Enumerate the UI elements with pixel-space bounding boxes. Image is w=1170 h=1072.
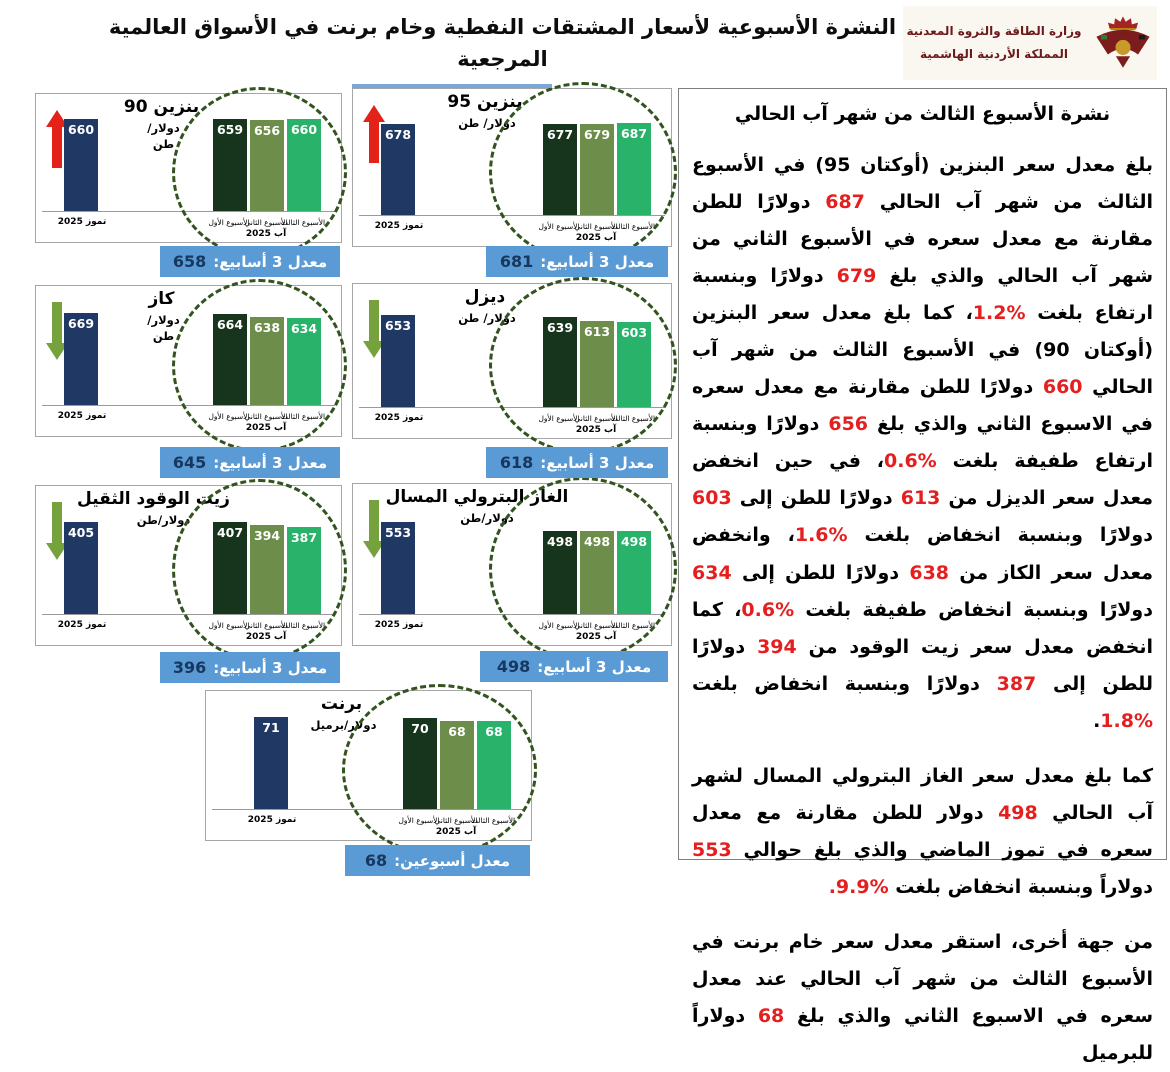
bar-prev-month (381, 315, 415, 407)
bar-value: 394 (253, 528, 281, 543)
bar-prev-month (64, 119, 98, 211)
bar-value: 498 (583, 534, 611, 549)
avg-value: 681 (499, 252, 534, 271)
axis-label-prev: تموز 2025 (374, 620, 424, 630)
axis-baseline (42, 405, 335, 406)
chart-panel-diesel (352, 283, 672, 439)
axis-baseline (212, 809, 525, 810)
bar-week1 (543, 531, 577, 614)
bar-week3 (617, 322, 651, 407)
bar-value: 68 (448, 724, 466, 739)
bar-week3 (287, 119, 321, 211)
bar-week1 (403, 718, 437, 809)
bar-value: 603 (620, 325, 648, 340)
bar-week2 (580, 124, 614, 215)
bar-week2 (440, 721, 474, 809)
axis-label-current-month: آب 2025 (245, 632, 287, 642)
avg-value: 618 (499, 453, 534, 472)
avg-banner-benzin-95 (486, 246, 668, 277)
bar-week3 (287, 318, 321, 405)
bar-value: 68 (485, 724, 503, 739)
axis-label-week2: الأسبوع الثاني (244, 218, 288, 227)
bar-value: 613 (583, 324, 611, 339)
bar-week2 (250, 120, 284, 211)
axis-label-week1: الأسبوع الأول (398, 816, 440, 825)
avg-value: 498 (496, 657, 531, 676)
axis-label-prev: تموز 2025 (374, 413, 424, 423)
panel-title: الغاز البترولي المسال (385, 487, 569, 507)
axis-label-current-month: آب 2025 (575, 425, 617, 435)
bar-value: 656 (253, 123, 281, 138)
ministry-name: وزارة الطاقة والثروة المعدنية (906, 24, 1082, 39)
avg-banner-brent (345, 845, 530, 876)
avg-label: معدل 3 أسابيع: (540, 252, 655, 271)
bulletin-heading: نشرة الأسبوع الثالث من شهر آب الحالي (734, 103, 1111, 125)
avg-label: معدل 3 أسابيع: (213, 658, 328, 677)
bar-value: 407 (216, 525, 244, 540)
axis-label-week1: الأسبوع الأول (538, 222, 580, 231)
ministry-logo (903, 6, 1157, 80)
avg-value: 658 (172, 252, 207, 271)
bar-value: 679 (583, 127, 611, 142)
chart-panel-lpg (352, 483, 672, 646)
bar-value: 660 (67, 122, 95, 137)
axis-label-week3: الأسبوع الثالث (280, 621, 326, 630)
bar-value: 71 (262, 720, 280, 735)
axis-label-week2: الأسبوع الثاني (434, 816, 478, 825)
axis-label-week1: الأسبوع الأول (208, 218, 250, 227)
bar-value: 653 (384, 318, 412, 333)
bar-prev-month (381, 124, 415, 215)
axis-label-prev: تموز 2025 (57, 620, 107, 630)
axis-label-week2: الأسبوع الثاني (574, 222, 618, 231)
avg-banner-benzin-90 (160, 246, 340, 277)
avg-value: 645 (172, 453, 207, 472)
bar-value: 634 (290, 321, 318, 336)
bar-value: 498 (546, 534, 574, 549)
kingdom-name: المملكة الأردنية الهاشمية (919, 47, 1069, 61)
bar-value: 669 (67, 316, 95, 331)
page-title-line2: المرجعية (457, 46, 548, 71)
avg-label: معدل 3 أسابيع: (213, 252, 328, 271)
axis-label-week1: الأسبوع الأول (208, 412, 250, 421)
avg-banner-kerosene (160, 447, 340, 478)
bar-value: 687 (620, 126, 648, 141)
page-title-line1: النشرة الأسبوعية لأسعار المشتقات النفطية وخام برنت في الأسواق العالمية (108, 15, 897, 39)
ministry-logo-text (907, 20, 1082, 66)
bulletin-paragraph-1: بلغ معدل سعر البنزين (أوكتان 95) في الأسبوع الثالث من شهر آب الحالي 687 دولارًا للطن مقارنة مع معدل سعره في الأسبوع الثاني من شهر آب الحالي والذي بلغ 679 دولارًا وبنسبة ارتفاع بلغت %1.2، كما بلغ معدل سعر البنزين (أوكتان 90) في الأسبوع الثالث من شهر آب الحالي 660 دولارًا للطن مقارنة مع معدل سعره في الاسبوع الثاني والذي بلغ 656 دولارًا وبنسبة ارتفاع طفيفة بلغت %0.6، في حين انخفض معدل سعر الديزل من 613 دولارًا للطن إلى 603 دولارًا وبنسبة انخفاض بلغت %1.6، وانخفض معدل سعر الكاز من 638 دولارًا للطن إلى 634 دولارًا وبنسبة انخفاض طفيفة بلغت %0.6، كما انخفض معدل سعر زيت الوقود من 394 دولارًا للطن إلى 387 دولارًا وبنسبة انخفاض بلغت %1.8. (692, 154, 1154, 732)
bulletin-text-content (679, 89, 1166, 1072)
panel-unit: دولار/ طن (458, 311, 516, 325)
axis-label-week3: الأسبوع الثالث (610, 621, 656, 630)
axis-label-prev: تموز 2025 (57, 217, 107, 227)
axis-label-current-month: آب 2025 (435, 827, 477, 837)
avg-value: 68 (364, 851, 388, 870)
axis-label-week3: الأسبوع الثالث (280, 412, 326, 421)
axis-label-week3: الأسبوع الثالث (280, 218, 326, 227)
avg-label: معدل 3 أسابيع: (537, 657, 652, 676)
bar-week3 (287, 527, 321, 614)
bar-prev-month (381, 522, 415, 614)
axis-label-current-month: آب 2025 (575, 632, 617, 642)
bar-week1 (213, 119, 247, 211)
avg-label: معدل 3 أسابيع: (213, 453, 328, 472)
axis-baseline (42, 211, 335, 212)
avg-label: معدل 3 أسابيع: (540, 453, 655, 472)
bar-value: 405 (67, 525, 95, 540)
axis-label-prev: تموز 2025 (374, 221, 424, 231)
axis-label-prev: تموز 2025 (57, 411, 107, 421)
chart-panel-benzin-95 (352, 88, 672, 247)
bar-value: 553 (384, 525, 412, 540)
bulletin-text-panel (678, 88, 1167, 1065)
bar-week2 (580, 531, 614, 614)
axis-baseline (359, 407, 665, 408)
panel-unit: دولار/طن (460, 511, 514, 525)
bar-value: 664 (216, 317, 244, 332)
chart-panel-heavy-fuel-oil (35, 485, 342, 646)
page-title (95, 12, 910, 75)
axis-baseline (359, 215, 665, 216)
axis-label-week3: الأسبوع الثالث (470, 816, 516, 825)
axis-label-current-month: آب 2025 (575, 233, 617, 243)
bar-prev-month (254, 717, 288, 809)
bar-week3 (617, 531, 651, 614)
panel-title: كاز (148, 289, 175, 309)
bar-value: 498 (620, 534, 648, 549)
jordan-coat-of-arms-icon (1092, 12, 1154, 74)
bar-week1 (213, 522, 247, 614)
axis-label-week1: الأسبوع الأول (538, 621, 580, 630)
axis-label-week1: الأسبوع الأول (538, 414, 580, 423)
panel-title: ديزل (464, 287, 506, 307)
avg-banner-lpg (480, 651, 668, 682)
axis-label-week3: الأسبوع الثالث (610, 222, 656, 231)
bar-week3 (477, 721, 511, 809)
axis-label-prev: تموز 2025 (247, 815, 297, 825)
panel-unit: دولار/ طن (147, 121, 180, 151)
bar-value: 659 (216, 122, 244, 137)
title-underline (352, 84, 552, 88)
avg-value: 396 (172, 658, 207, 677)
bar-week1 (543, 124, 577, 215)
bar-value: 70 (411, 721, 429, 736)
chart-panel-brent (205, 690, 532, 841)
bar-value: 660 (290, 122, 318, 137)
chart-panel-benzin-90 (35, 93, 342, 243)
axis-label-week2: الأسبوع الثاني (574, 414, 618, 423)
axis-label-week2: الأسبوع الثاني (574, 621, 618, 630)
bar-week2 (250, 525, 284, 614)
bar-week2 (580, 321, 614, 407)
axis-label-week2: الأسبوع الثاني (244, 621, 288, 630)
bar-value: 387 (290, 530, 318, 545)
axis-label-current-month: آب 2025 (245, 229, 287, 239)
avg-banner-diesel (486, 447, 668, 478)
panel-unit: دولار/برميل (310, 718, 377, 732)
panel-title: بنزين 90 (123, 97, 200, 117)
bar-week1 (213, 314, 247, 405)
panel-title: زيت الوقود الثقيل (77, 489, 230, 509)
bar-week1 (543, 317, 577, 407)
bar-value: 677 (546, 127, 574, 142)
bar-week3 (617, 123, 651, 215)
axis-baseline (42, 614, 335, 615)
axis-label-week3: الأسبوع الثالث (610, 414, 656, 423)
axis-label-current-month: آب 2025 (245, 423, 287, 433)
bar-prev-month (64, 522, 98, 614)
avg-label: معدل أسبوعين: (394, 851, 511, 870)
panel-unit: دولار/ طن (458, 116, 516, 130)
panel-title: بنزين 95 (447, 92, 523, 112)
axis-label-week2: الأسبوع الثاني (244, 412, 288, 421)
bar-value: 639 (546, 320, 574, 335)
axis-label-week1: الأسبوع الأول (208, 621, 250, 630)
bar-value: 638 (253, 320, 281, 335)
bulletin-paragraph-2: كما بلغ معدل سعر الغاز البترولي المسال لشهر آب الحالي 498 دولار للطن مقارنة مع معدل سعره في تموز الماضي والذي بلغ حوالي 553 دولاراً وبنسبة انخفاض بلغت %9.9. (692, 764, 1153, 898)
panel-unit: دولار/طن (136, 513, 191, 527)
bar-week2 (250, 317, 284, 405)
bar-prev-month (64, 313, 98, 405)
axis-baseline (359, 614, 665, 615)
chart-panel-kerosene (35, 285, 342, 437)
panel-unit: دولار/ طن (147, 313, 180, 343)
avg-banner-heavy-fuel-oil (160, 652, 340, 683)
bar-value: 678 (384, 127, 412, 142)
panel-title: برنت (320, 694, 363, 714)
bulletin-paragraph-3: من جهة أخرى، استقر معدل سعر خام برنت في الأسبوع الثالث من شهر آب الحالي عند معدل سعره في الاسبوع الثاني والذي بلغ 68 دولاراً للبرميل (692, 930, 1154, 1065)
